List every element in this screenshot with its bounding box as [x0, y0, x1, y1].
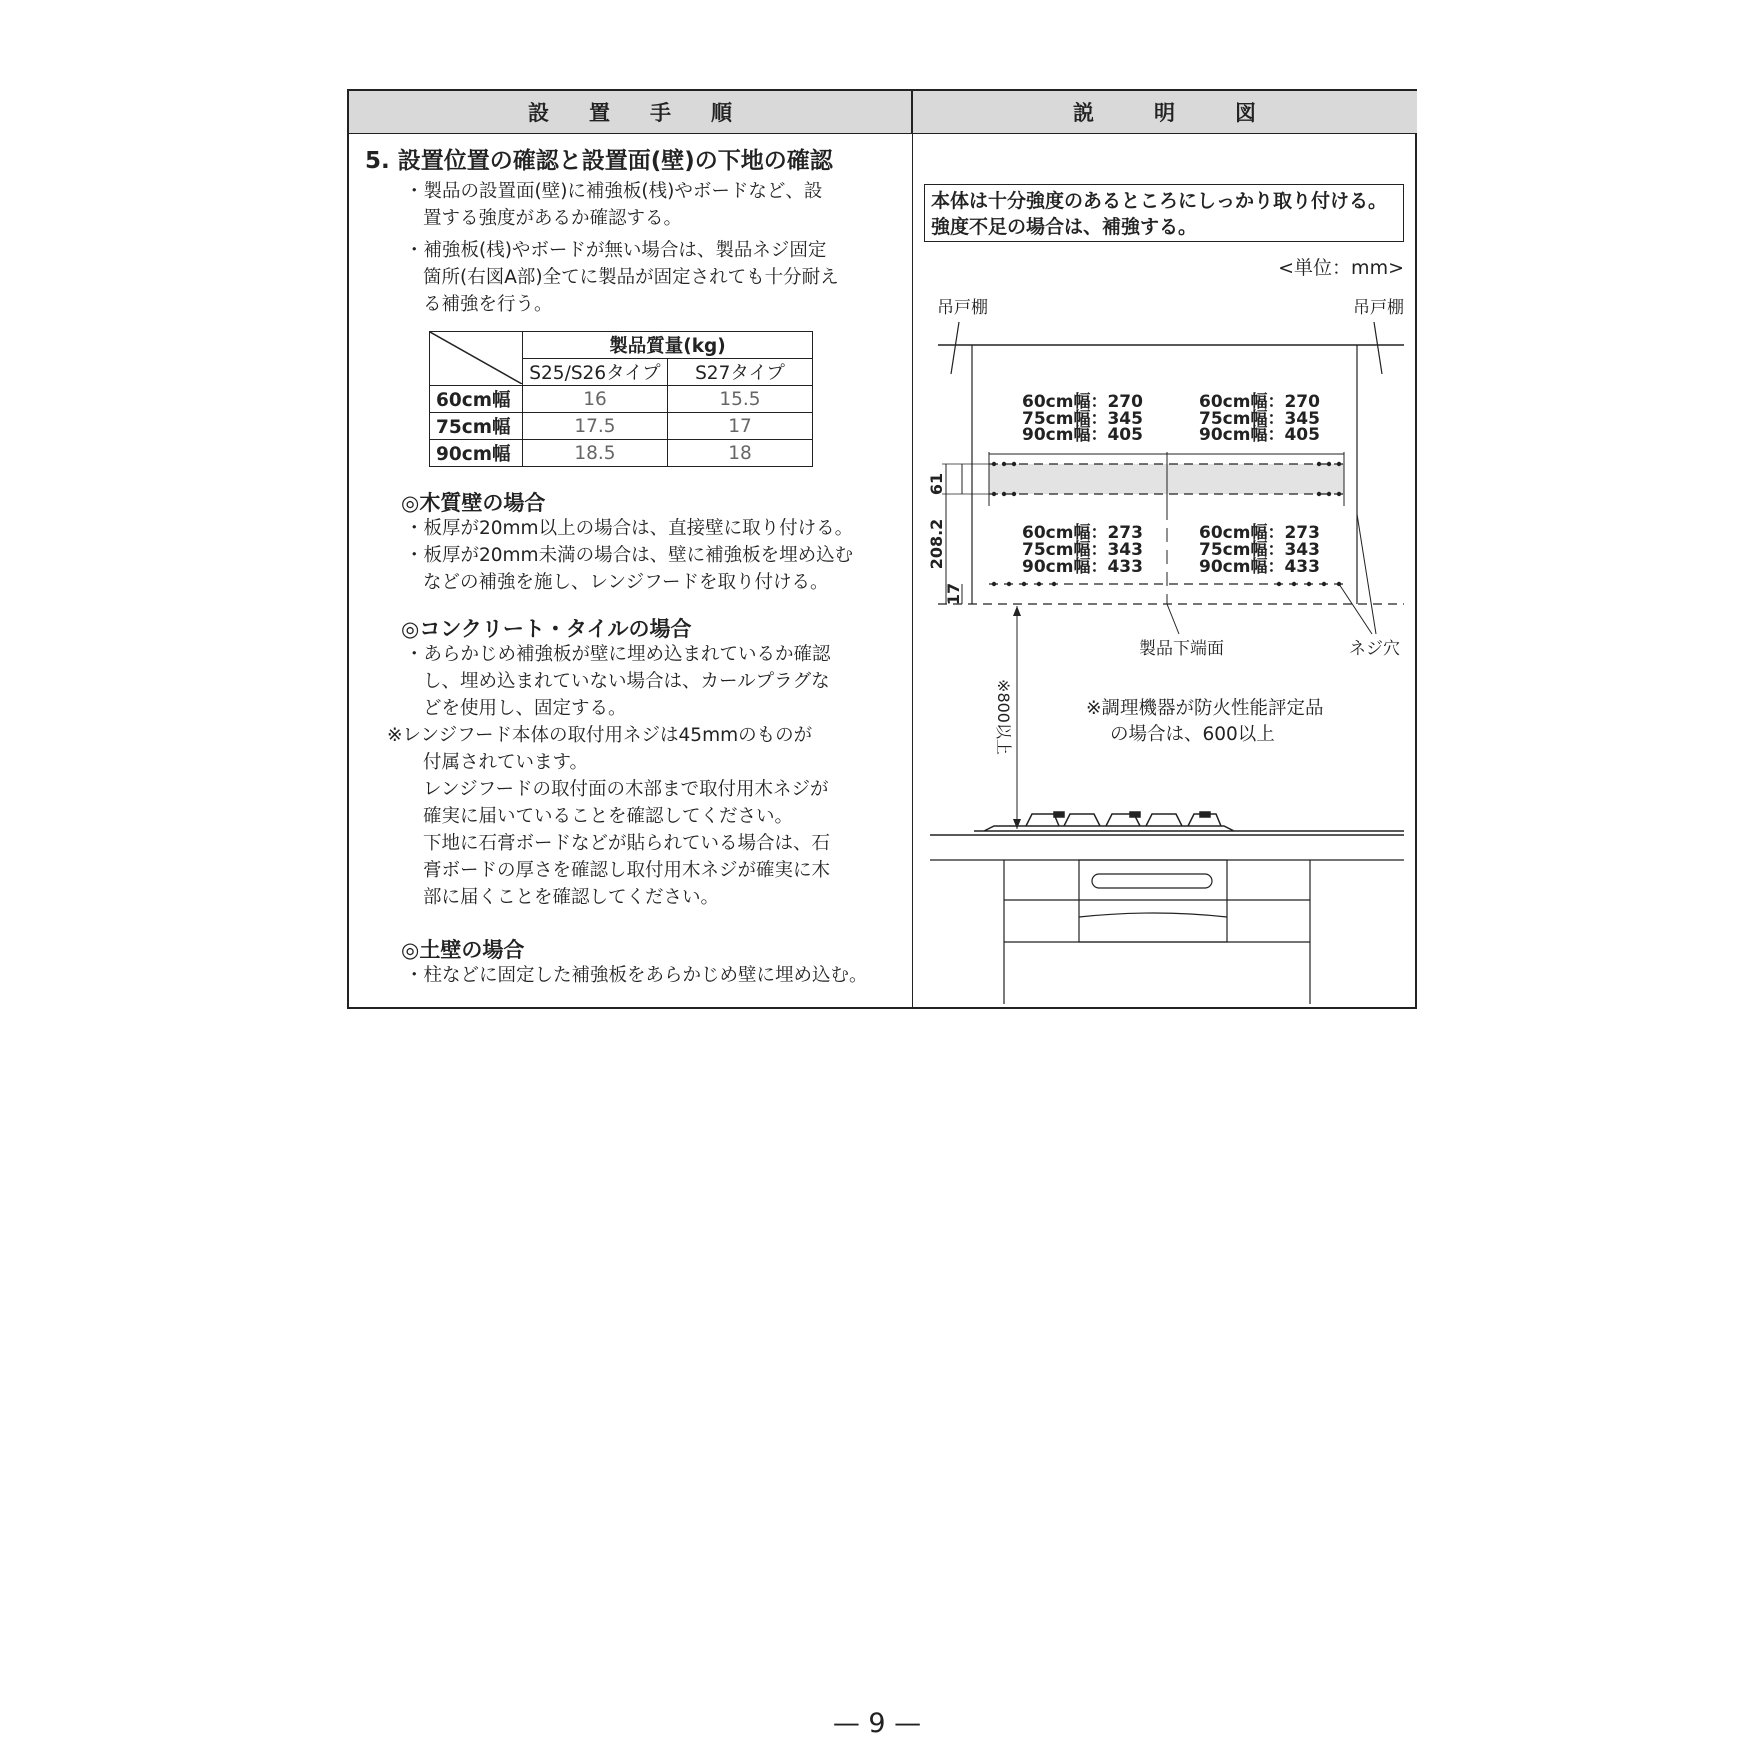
text-line: 箇所(右図A部)全てに製品が固定されても十分耐え [423, 267, 839, 288]
text-line: 置する強度があるか確認する。 [423, 208, 683, 229]
text-line: ・板厚が20mm未満の場合は、壁に補強板を埋め込む [405, 545, 854, 566]
screw-hole [1052, 582, 1056, 586]
header-char: 明 [1154, 101, 1175, 125]
screw-hole [1292, 582, 1296, 586]
text-line: レンジフードの取付面の木部まで取付用木ネジが [423, 779, 829, 800]
header-char: 図 [1235, 101, 1256, 125]
mass-header: 製品質量(kg) [523, 332, 813, 359]
col-s27: S27タイプ [668, 359, 813, 386]
table-row [430, 440, 813, 467]
burner-knob [1054, 812, 1064, 817]
oven-frame [1079, 860, 1227, 942]
cabinet-label-left: 吊戸棚 [937, 298, 988, 318]
fire-note-line: の場合は、600以上 [1110, 724, 1275, 745]
concrete-text [387, 641, 831, 911]
table-row [430, 386, 813, 413]
earth-wall-text [405, 962, 868, 989]
screw-hole [992, 582, 996, 586]
dim-17: 17 [944, 582, 963, 606]
screw-hole [1277, 582, 1281, 586]
text-line: 付属されています。 [423, 752, 589, 773]
cabinet-label-right: 吊戸棚 [1353, 298, 1404, 318]
leader-line [1339, 584, 1372, 634]
header-installation-steps [349, 91, 912, 134]
dim-text: 90cm幅：433 [1199, 557, 1320, 577]
dim-61: 61 [927, 472, 946, 496]
installation-diagram [914, 134, 1417, 1009]
dim-text: 90cm幅：405 [1022, 425, 1143, 445]
screw-hole [992, 462, 996, 466]
text-line: 膏ボードの厚さを確認し取付用木ネジが確実に木 [423, 860, 831, 881]
diagonal-line [430, 332, 522, 384]
dim-text: 60cm幅：273 [1022, 523, 1143, 543]
screw-hole [1012, 462, 1016, 466]
table-corner-cell [430, 332, 523, 386]
document-table [347, 89, 1417, 1009]
screw-hole-label: ネジ穴 [1349, 639, 1400, 659]
text-line: ・製品の設置面(壁)に補強板(桟)やボードなど、設 [405, 181, 823, 202]
cooktop [974, 812, 1404, 831]
product-mass-table [429, 331, 813, 467]
table-row [430, 413, 813, 440]
text-line: ・板厚が20mm以上の場合は、直接壁に取り付ける。 [405, 518, 854, 539]
screw-hole [1037, 582, 1041, 586]
oven-handle [1092, 874, 1212, 888]
text-line: 下地に石膏ボードなどが貼られている場合は、石 [423, 833, 831, 854]
row-label: 60cm幅 [430, 386, 523, 413]
leader-line [951, 322, 959, 374]
header-char: 順 [711, 101, 732, 125]
mass-value: 15.5 [668, 386, 813, 413]
text-line: 強度不足の場合は、補強する。 [931, 216, 1198, 238]
dim-text: 75cm幅：345 [1199, 409, 1320, 429]
screw-hole [1012, 492, 1016, 496]
screw-hole [1327, 462, 1331, 466]
row-label: 75cm幅 [430, 413, 523, 440]
screw-hole [1337, 492, 1341, 496]
wood-wall-text [405, 515, 853, 596]
mass-value: 17 [668, 413, 813, 440]
col-s25-s26: S25/S26タイプ [523, 359, 668, 386]
wood-wall-title: ◎木質壁の場合 [401, 491, 546, 515]
page-number: — 9 — [832, 1708, 922, 1739]
diagram-column [914, 134, 1417, 1009]
screw-hole [1327, 492, 1331, 496]
text-line: 部に届くことを確認してください。 [423, 887, 720, 908]
fire-note-line: ※調理機器が防火性能評定品 [1086, 698, 1324, 719]
arrow-down-icon [1013, 819, 1021, 829]
column-divider [912, 91, 913, 1007]
leader-line [1167, 604, 1179, 634]
text-line: ・補強板(桟)やボードが無い場合は、製品ネジ固定 [405, 240, 827, 261]
dim-800-or-more: ※800以上 [994, 679, 1013, 755]
concrete-title: ◎コンクリート・タイルの場合 [401, 617, 692, 641]
mass-value: 18 [668, 440, 813, 467]
header-char: 設 [528, 101, 549, 125]
text-line: る補強を行う。 [423, 294, 553, 315]
dim-text: 90cm幅：433 [1022, 557, 1143, 577]
dim-text: 75cm幅：343 [1199, 540, 1320, 560]
arrow-up-icon [1013, 606, 1021, 616]
mass-value: 17.5 [523, 413, 668, 440]
screw-hole [992, 492, 996, 496]
screw-hole [1317, 492, 1321, 496]
header-explanation-diagram [912, 91, 1417, 134]
dim-text: 75cm幅：343 [1022, 540, 1143, 560]
burner-knob [1130, 812, 1140, 817]
dim-208-2: 208.2 [927, 518, 946, 570]
text-line: 本体は十分強度のあるところにしっかり取り付ける。 [931, 190, 1388, 212]
drawer-edge [1079, 913, 1227, 917]
screw-hole [1007, 582, 1011, 586]
dim-text: 90cm幅：405 [1199, 425, 1320, 445]
screw-hole [1002, 462, 1006, 466]
earth-wall-title: ◎土壁の場合 [401, 938, 525, 962]
screw-hole [1322, 582, 1326, 586]
text-line: 確実に届いていることを確認してください。 [423, 806, 794, 827]
bullet-reinforcement [405, 237, 839, 318]
unit-label: <単位：mm> [1278, 257, 1404, 279]
bullet-installation-surface [405, 178, 822, 232]
screw-hole [1022, 582, 1026, 586]
row-label: 90cm幅 [430, 440, 523, 467]
mass-value: 16 [523, 386, 668, 413]
dim-text: 60cm幅：270 [1199, 392, 1320, 412]
text-line: ・柱などに固定した補強板をあらかじめ壁に埋め込む。 [405, 965, 868, 986]
cooktop-top [974, 826, 1404, 831]
section-title: 5. 設置位置の確認と設置面(壁)の下地の確認 [365, 148, 833, 174]
dim-text: 60cm幅：273 [1199, 523, 1320, 543]
dim-text: 75cm幅：345 [1022, 409, 1143, 429]
text-line: などの補強を施し、レンジフードを取り付ける。 [423, 572, 829, 593]
header-char: 説 [1073, 101, 1094, 125]
mass-value: 18.5 [523, 440, 668, 467]
screw-hole [1307, 582, 1311, 586]
burner-knob [1200, 812, 1210, 817]
product-bottom-label: 製品下端面 [1139, 639, 1224, 659]
screw-hole [1317, 462, 1321, 466]
screw-hole [1002, 492, 1006, 496]
leader-line [1374, 322, 1382, 374]
header-char: 手 [650, 101, 671, 125]
dim-text: 60cm幅：270 [1022, 392, 1143, 412]
cabinet-base [1004, 860, 1310, 1004]
text-line: ※レンジフード本体の取付用ネジは45mmのものが [387, 725, 813, 746]
text-line: どを使用し、固定する。 [423, 698, 627, 719]
screw-hole [1337, 462, 1341, 466]
text-line: ・あらかじめ補強板が壁に埋め込まれているか確認 [405, 644, 831, 665]
text-line: し、埋め込まれていない場合は、カールプラグな [423, 671, 830, 692]
header-char: 置 [589, 101, 610, 125]
